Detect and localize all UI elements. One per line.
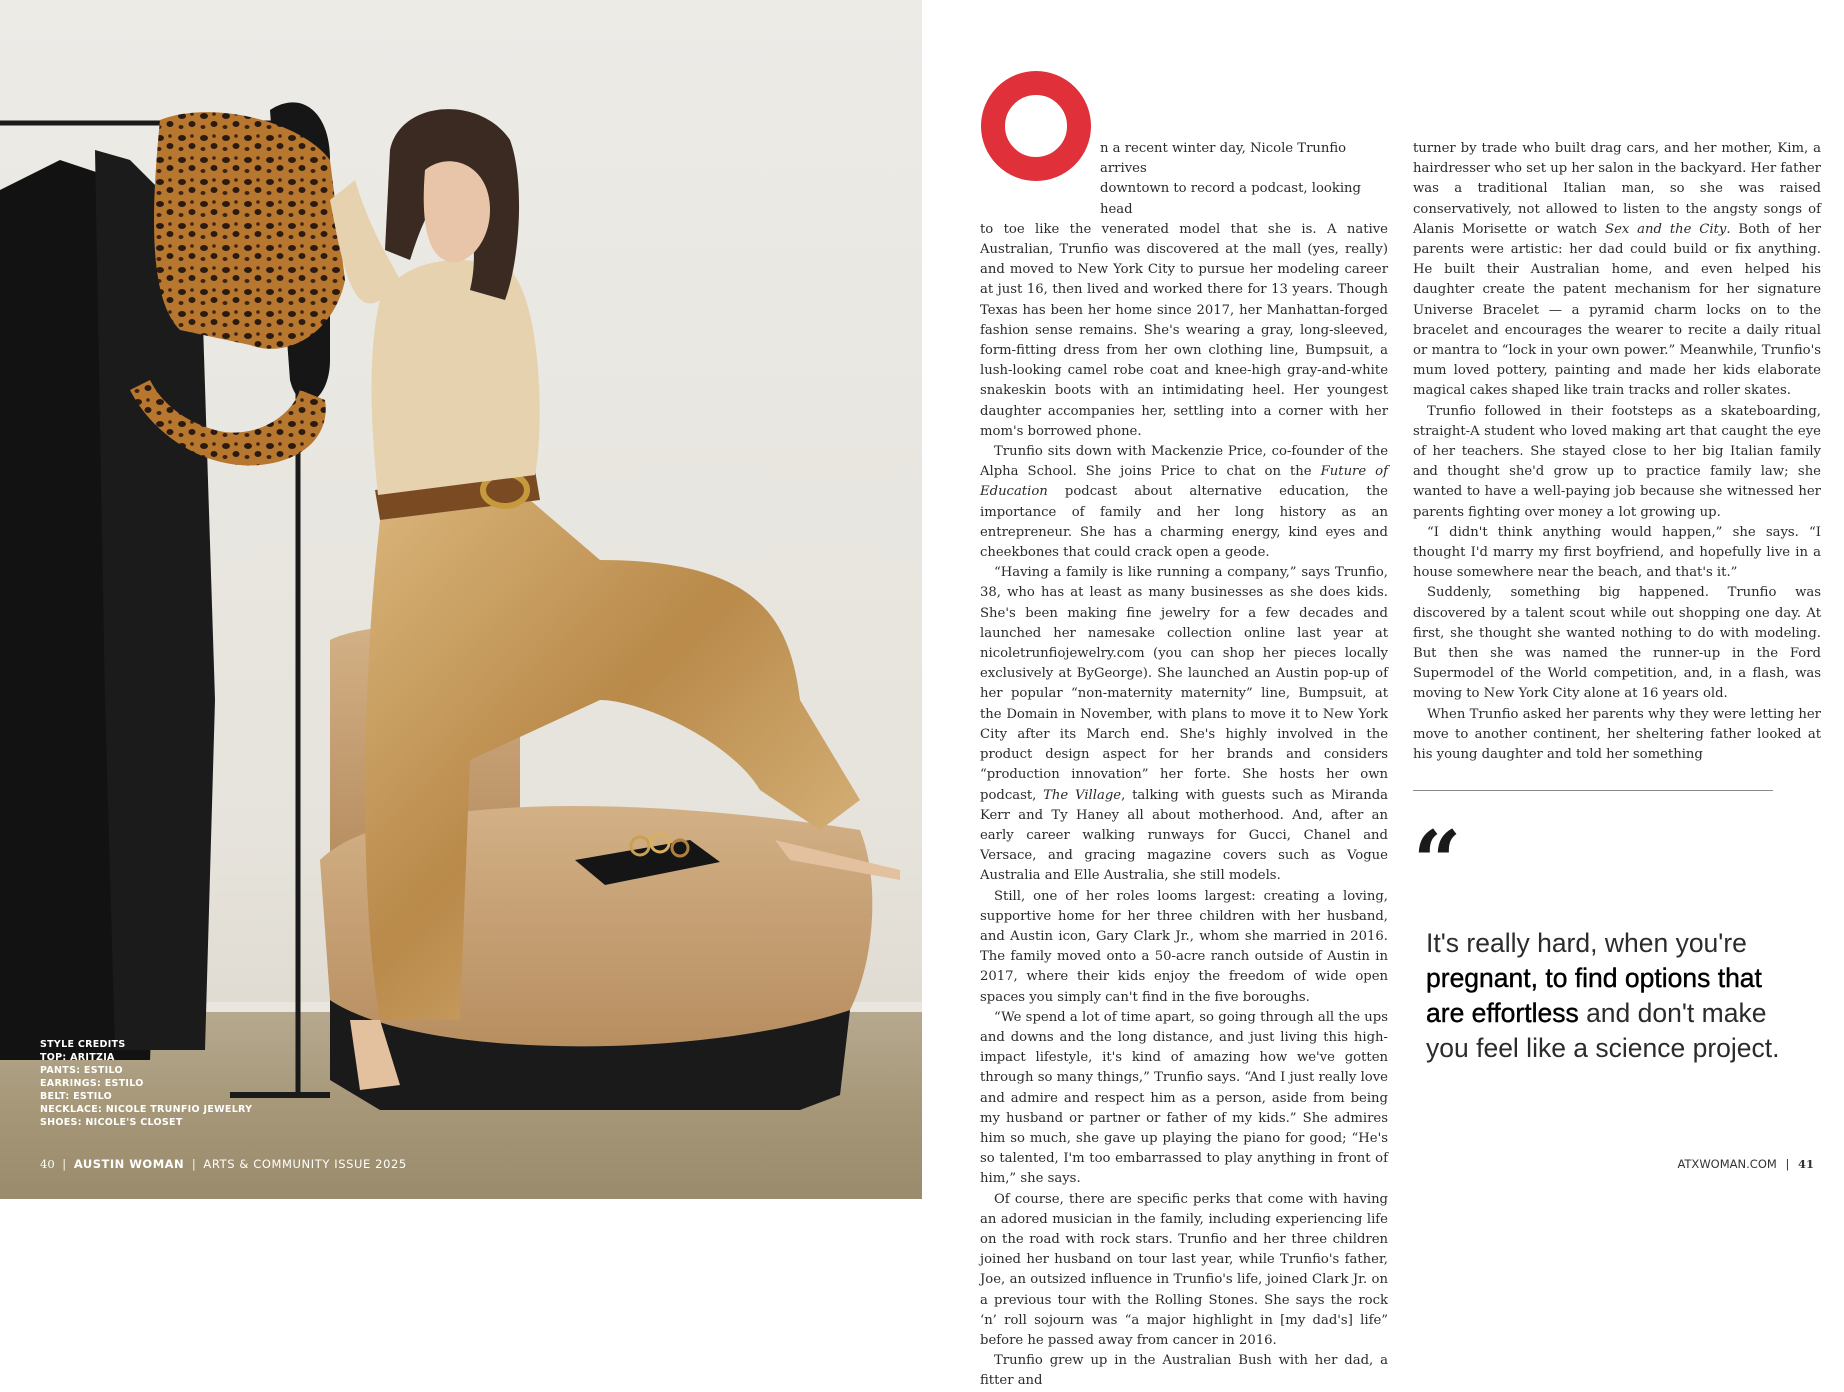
- article-paragraph: When Trunfio asked her parents why they were letting her move to another continent, her sheltering father looked at his young daughter and told her something: [1413, 706, 1821, 763]
- style-credit-shoes: SHOES: NICOLE'S CLOSET: [40, 1117, 183, 1128]
- article-paragraph: [980, 139, 1388, 442]
- article-paragraph: turner by trade who built drag cars, and her mother, Kim, a hairdresser who set up her salon in the backyard. Her father was a traditional Italian man, so she was raised conservatively, not allowed to listen to the angsty songs of Alanis Morisette or watch Sex and the City. Both of her parents were artistic: her dad could build or fix anything. He built their Australian home, and even helped his daughter create the patent mechanism for her signature Universe Bracelet — a pyramid charm locks on to the bracelet and encourages the wearer to recite a daily ritual or mantra to “lock in your own power.” Meanwhile, Trunfio's mum loved pottery, painting and made her kids elaborate magical cakes shaped like train tracks and roller skates.: [1413, 141, 1821, 399]
- folio-separator: |: [191, 1157, 196, 1171]
- article-paragraph: Suddenly, something big happened. Trunfio was discovered by a talent scout while out shopping one day. At first, she thought she wanted nothing to do with modeling. But then she was named the runner-up in the Ford Supermodel of the World competition, and, in a flash, was moving to New York City alone at 16 years old.: [1413, 585, 1821, 702]
- pull-quote: It's really hard, when you're pregnant, to find options that are effortless and don't make you feel like a science project.: [1426, 928, 1780, 1063]
- style-credits-heading: STYLE CREDITS: [40, 1039, 126, 1050]
- article-column-2: [1413, 139, 1821, 765]
- website: ATXWOMAN.COM: [1677, 1157, 1777, 1171]
- style-credit-belt: BELT: ESTILO: [40, 1091, 113, 1102]
- left-page-number: 40: [40, 1157, 55, 1171]
- pull-quote-emphasis: pregnant, to find options that are effortless: [1426, 963, 1762, 1028]
- style-credit-top: TOP: ARITZIA: [40, 1052, 115, 1063]
- style-credits: [40, 1038, 252, 1129]
- left-folio: [40, 1157, 407, 1171]
- quote-mark-icon: “: [1413, 812, 1462, 911]
- article-paragraph: “Having a family is like running a company,” says Trunfio, 38, who has at least as many businesses as she does kids. She's been making fine jewelry for a few decades and launched her namesake collection online last year at nicoletrunfiojewelry.com (you can shop her pieces locally exclusively at ByGeorge). She launched an Austin pop-up of her popular “non-maternity maternity” line, Bumpsuit, at the Domain in November, with plans to move it to New York City after its March end. She's highly involved in the product design aspect for her brands and considers “production innovation” her forte. She hosts her own podcast, The Village, talking with guests such as Miranda Kerr and Ty Haney all about motherhood. And, after an early career walking runways for Gucci, Chanel and Versace, and gracing magazine covers such as Vogue Australia and Elle Australia, she still models.: [980, 565, 1388, 884]
- folio-separator: |: [62, 1157, 67, 1171]
- article-paragraph: Of course, there are specific perks that come with having an adored musician in the family, including experiencing life on the road with rock stars. Trunfio and her three children joined her husband on tour last year, while Trunfio's father, Joe, an outsized influence in Trunfio's life, joined Clark Jr. on a previous tour with the Rolling Stones. She says the rock ‘n’ roll sojourn was “a major highlight in [my dad's] life” before he passed away from cancer in 2016.: [980, 1191, 1388, 1348]
- article-column-1: [980, 139, 1388, 1392]
- photo-illustration: [0, 0, 922, 1199]
- pull-quote-rule: [1413, 790, 1773, 791]
- folio-separator: |: [1785, 1157, 1790, 1171]
- style-credit-necklace: NECKLACE: NICOLE TRUNFIO JEWELRY: [40, 1104, 253, 1115]
- article-paragraph: Trunfio grew up in the Australian Bush with her dad, a fitter and: [980, 1353, 1388, 1389]
- sweater: [372, 260, 540, 495]
- article-paragraph: Trunfio followed in their footsteps as a skateboarding, straight-A student who loved making art that caught the eye of her teachers. She stayed close to her big Italian family and thought she'd grow up to practice family law; she wanted to have a well-paying job because she witnessed her parents fighting over money a lot growing up.: [1413, 403, 1821, 520]
- article-paragraph: “I didn't think anything would happen,” she says. “I thought I'd marry my first boyfriend, and hopefully live in a house somewhere near the beach, and that's it.”: [1413, 524, 1821, 581]
- article-paragraph: Trunfio sits down with Mackenzie Price, co-founder of the Alpha School. She joins Price to chat on the Future of Education podcast about alternative education, the importance of family and her long history as an entrepreneur. She has a charming energy, kind eyes and cheekbones that could crack open a geode.: [980, 444, 1389, 561]
- lead-rest: to toe like the venerated model that she is. A native Australian, Trunfio was discovered at the mall (yes, really) and moved to New York City to pursue her modeling career at just 16, then lived and worked there for 13 years. Though Texas has been her home since 2017, her Manhattan-forged fashion sense remains. She's wearing a gray, long-sleeved, form-fitting dress from her own clothing line, Bumpsuit, a lush-looking camel robe coat and knee-high gray-and-white snakeskin boots with an intimidating heel. Her youngest daughter accompanies her, settling into a corner with her mom's borrowed phone.: [980, 221, 1388, 439]
- cover-photo: [0, 0, 922, 1199]
- right-page-number: 41: [1797, 1157, 1814, 1171]
- style-credit-earrings: EARRINGS: ESTILO: [40, 1078, 144, 1089]
- leopard-backpack: [154, 112, 345, 349]
- style-credit-pants: PANTS: ESTILO: [40, 1065, 123, 1076]
- magazine-name: AUSTIN WOMAN: [73, 1157, 185, 1171]
- article-paragraph: Still, one of her roles looms largest: creating a loving, supportive home for her three children with her husband, and Austin icon, Gary Clark Jr., whom she married in 2016. The family moved onto a 50-acre ranch outside of Austin in 2017, where their kids enjoy the freedom of wide open spaces you simply can't find in the five boroughs.: [980, 888, 1388, 1005]
- article-paragraph: “We spend a lot of time apart, so going through all the ups and downs and the long distance, and just living this high-impact lifestyle, it's kind of amazing how we've gotten through so many things,” Trunfio says. “And I just really love and admire and respect him as a person, aside from being my husband or partner or father of my kids.” She admires him so much, she gave up playing the piano for good; “He's so talented, I'm too embarrassed to play anything in front of him,” she says.: [980, 1009, 1388, 1187]
- issue-name: ARTS & COMMUNITY ISSUE 2025: [203, 1157, 407, 1171]
- lead-line-1: n a recent winter day, Nicole Trunfio arrives: [1100, 141, 1347, 177]
- right-folio: [1677, 1157, 1814, 1171]
- lead-line-2: downtown to record a podcast, looking head: [1100, 181, 1361, 217]
